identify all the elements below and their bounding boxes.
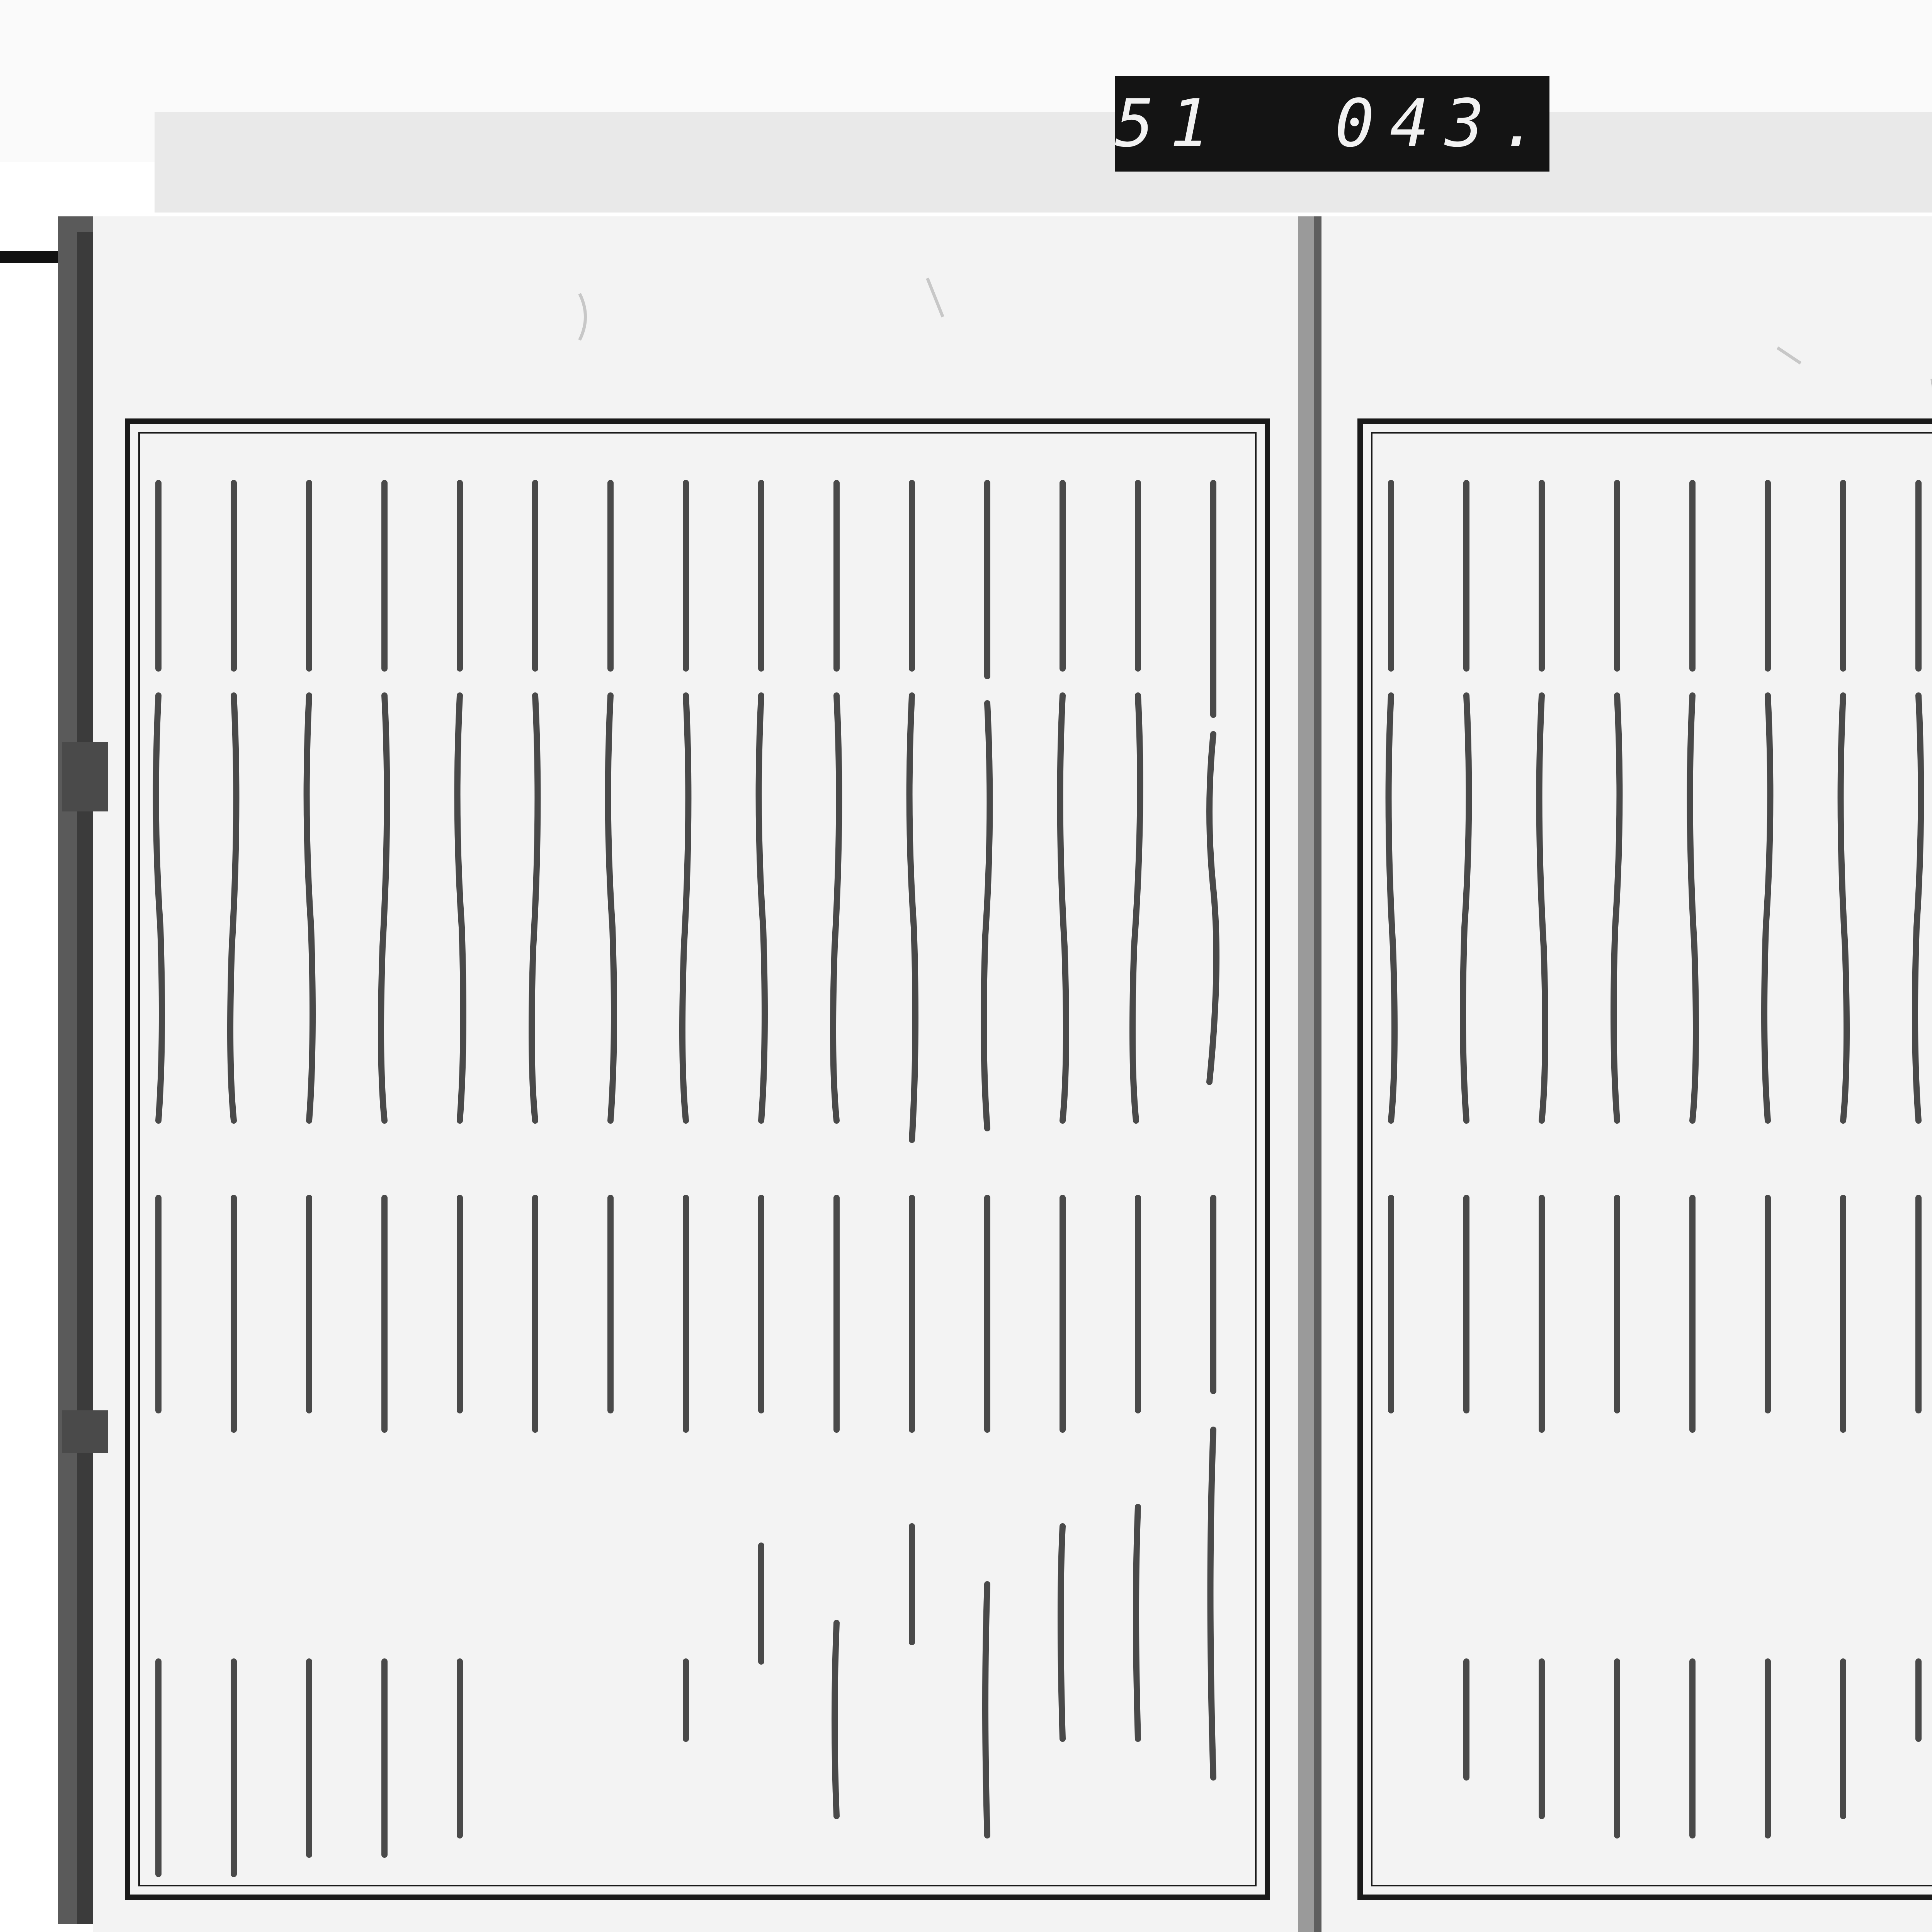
- archive-number: 51 043.: [1115, 85, 1555, 162]
